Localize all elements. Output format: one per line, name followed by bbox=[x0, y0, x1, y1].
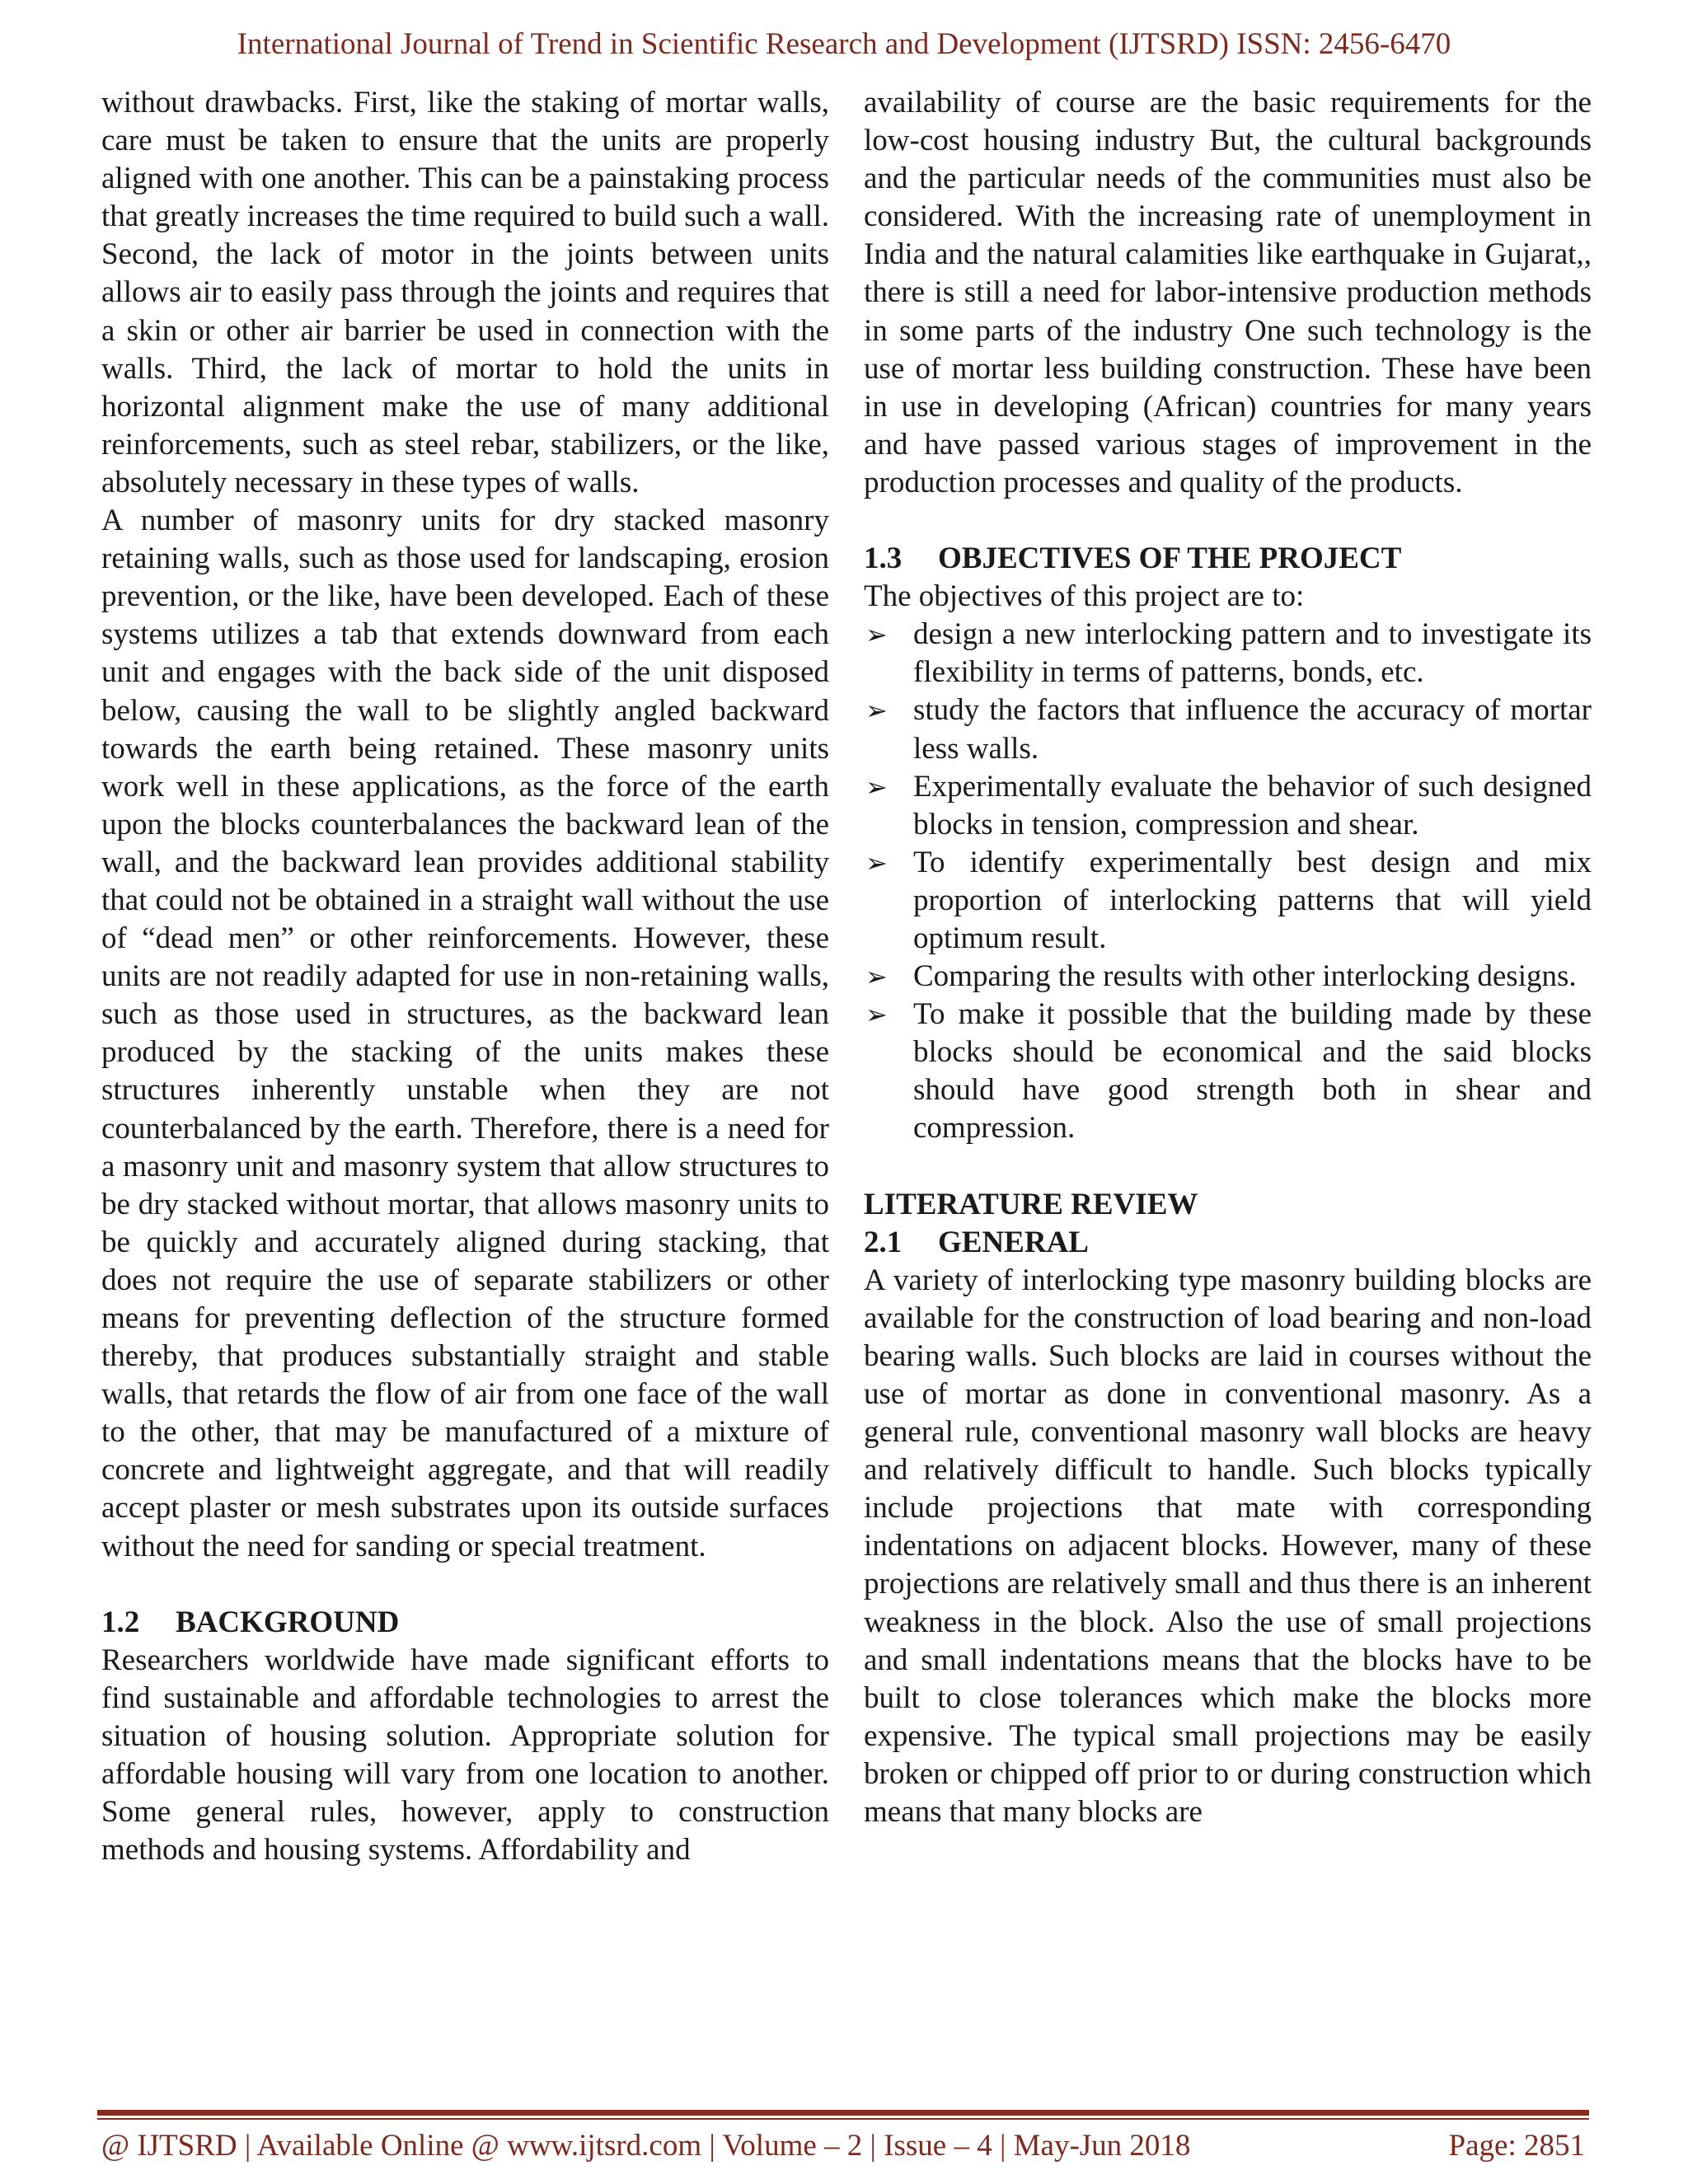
body-paragraph: Researchers worldwide have made significant efforts to find sustainable and affordable technologies to arrest the situation of housing solution. Appropriate solution for affordable housing will vary from one location to another. Some general rules, however, apply to construction methods and housing systems. Affordability and bbox=[101, 1643, 829, 1868]
list-item bbox=[864, 958, 1592, 996]
footer-divider bbox=[97, 2110, 1589, 2116]
list-item-text: design a new interlocking pattern and to investigate its flexibility in terms of patterns, bonds, etc. bbox=[913, 617, 1592, 690]
section-heading-objectives bbox=[864, 540, 1592, 578]
paragraph-spacer bbox=[864, 1148, 1592, 1186]
body-paragraph: availability of course are the basic requirements for the low-cost housing industry But, the cultural backgrounds and the particular needs of the communities must also be considered. With the increasing rate of unemployment in India and the natural calamities like earthquake in Gujarat,, there is still a need for labor-intensive production methods in some parts of the industry One such technology is the use of mortar less building construction. These have been in use in developing (African) countries for many years and have passed various stages of improvement in the production processes and quality of the products. bbox=[864, 86, 1592, 499]
page-number: Page: 2851 bbox=[1448, 2129, 1585, 2163]
list-item bbox=[864, 996, 1592, 1147]
section-heading-literature-review: LITERATURE REVIEW bbox=[864, 1187, 1198, 1221]
right-column bbox=[864, 84, 1592, 1831]
list-item-text: study the factors that influence the accuracy of mortar less walls. bbox=[913, 693, 1592, 766]
section-title: BACKGROUND bbox=[176, 1605, 400, 1639]
section-title: OBJECTIVES OF THE PROJECT bbox=[938, 541, 1402, 576]
list-item bbox=[864, 768, 1592, 844]
section-number: 1.3 bbox=[864, 541, 903, 576]
journal-header: International Journal of Trend in Scientific Research and Development (IJTSRD) ISSN: 2456-6470 bbox=[237, 27, 1451, 61]
arrowhead-bullet-icon: ➢ bbox=[865, 846, 888, 879]
body-paragraph: A number of masonry units for dry stacked masonry retaining walls, such as those used for landscaping, erosion prevention, or the like, have been developed. Each of these systems utilizes a tab that extends downward from each unit and engages with the back side of the unit disposed below, causing the wall to be slightly angled backward towards the earth being retained. These masonry units work well in these applications, as the force of the earth upon the blocks counterbalances the backward lean of the wall, and the backward lean provides additional stability that could not be obtained in a straight wall without the use of “dead men” or other reinforcements. However, these units are not readily adapted for use in non-retaining walls, such as those used in structures, as the backward lean produced by the stacking of the units makes these structures inherently unstable when they are not counterbalanced by the earth. Therefore, there is a need for a masonry unit and masonry system that allow structures to be dry stacked without mortar, that allows masonry units to be quickly and accurately aligned during stacking, that does not require the use of separate stabilizers or other means for preventing deflection of the structure formed thereby, that produces substantially straight and stable walls, that retards the flow of air from one face of the wall to the other, that may be manufactured of a mixture of concrete and lightweight aggregate, and that will readily accept plaster or mesh substrates upon its outside surfaces without the need for sanding or special treatment. bbox=[101, 504, 829, 1563]
paragraph-spacer bbox=[101, 1566, 829, 1604]
arrowhead-bullet-icon: ➢ bbox=[865, 771, 888, 803]
arrowhead-bullet-icon: ➢ bbox=[865, 695, 888, 727]
objectives-list bbox=[864, 616, 1592, 1147]
list-item-text: To make it possible that the building made by these blocks should be economical and the said blocks should have good strength both in shear and compression. bbox=[913, 997, 1592, 1146]
footer-divider-thin bbox=[97, 2118, 1589, 2120]
paragraph-spacer bbox=[864, 502, 1592, 540]
arrowhead-bullet-icon: ➢ bbox=[865, 999, 888, 1031]
section-number: 1.2 bbox=[101, 1605, 140, 1639]
section-number: 2.1 bbox=[864, 1225, 903, 1259]
left-column bbox=[101, 84, 829, 1869]
list-item bbox=[864, 616, 1592, 691]
list-item bbox=[864, 844, 1592, 958]
list-item-text: Experimentally evaluate the behavior of such designed blocks in tension, compression and shear. bbox=[913, 769, 1592, 841]
section-heading-general bbox=[864, 1224, 1592, 1262]
list-item-text: To identify experimentally best design and mix proportion of interlocking patterns that will yield optimum result. bbox=[913, 845, 1592, 955]
section-heading-background bbox=[101, 1604, 829, 1642]
body-paragraph: A variety of interlocking type masonry building blocks are available for the construction of load bearing and non-load bearing walls. Such blocks are laid in courses without the use of mortar as done in conventional masonry. As a general rule, conventional masonry wall blocks are heavy and relatively difficult to handle. Such blocks typically include projections that mate with corresponding indentations on adjacent blocks. However, many of these projections are relatively small and thus there is an inherent weakness in the block. Also the use of small projections and small indentations means that the blocks have to be built to close tolerances which make the blocks more expensive. The typical small projections may be easily broken or chipped off prior to or during construction which means that many blocks are bbox=[864, 1263, 1592, 1830]
page-footer bbox=[101, 2125, 1585, 2168]
section-title: GENERAL bbox=[938, 1225, 1089, 1259]
list-item-text: Comparing the results with other interlocking designs. bbox=[913, 959, 1577, 994]
objectives-intro: The objectives of this project are to: bbox=[864, 579, 1305, 614]
footer-info: @ IJTSRD | Available Online @ www.ijtsrd.com | Volume – 2 | Issue – 4 | May-Jun 2018 bbox=[101, 2129, 1191, 2163]
arrowhead-bullet-icon: ➢ bbox=[865, 961, 888, 993]
list-item bbox=[864, 691, 1592, 767]
arrowhead-bullet-icon: ➢ bbox=[865, 619, 888, 651]
body-paragraph: without drawbacks. First, like the staking of mortar walls, care must be taken to ensure that the units are properly aligned with one another. This can be a painstaking process that greatly increases the time required to build such a wall. Second, the lack of motor in the joints between units allows air to easily pass through the joints and requires that a skin or other air barrier be used in connection with the walls. Third, the lack of mortar to hold the units in horizontal alignment make the use of many additional reinforcements, such as steel rebar, stabilizers, or the like, absolutely necessary in these types of walls. bbox=[101, 86, 829, 499]
